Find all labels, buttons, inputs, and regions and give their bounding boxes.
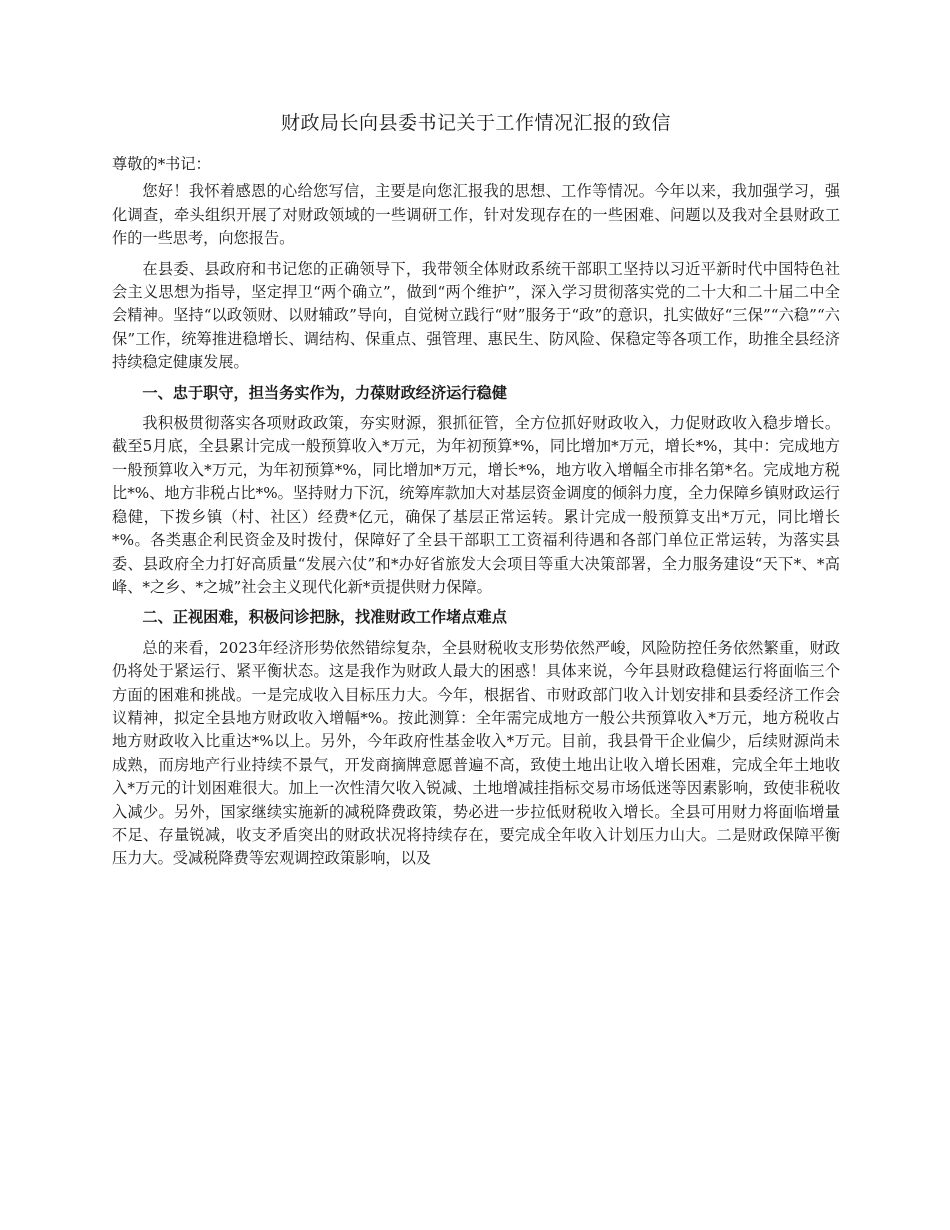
section-heading-2: 二、正视困难，积极问诊把脉，找准财政工作堵点难点: [142, 608, 507, 627]
salutation: 尊敬的*书记：: [112, 155, 211, 173]
paragraph-section-2: 总的来看，2023年经济形势依然错综复杂，全县财税收支形势依然严峻，风险防控任务依然繁重，财政仍将处于紧运行、紧平衡状态。这是我作为财政人最大的困惑！具体来说，今年县财政稳健运行将面临三个方面的困难和挑战。一是完成收入目标压力大。今年，根据省、市财政部门收入计划安排和县委经济工作会议精神，拟定全县地方财政收入增幅*%。按此测算：全年需完成地方一般公共预算收入*万元，地方税收占地方财政收入比重达*%以上。另外，今年政府性基金收入*万元。目前，我县骨干企业偏少，后续财源尚未成熟，而房地产行业持续不景气，开发商摘牌意愿普遍不高，致使土地出让收入增长困难，完成全年土地收入*万元的计划困难很大。加上一次性清欠收入锐减、土地增减挂指标交易市场低迷等因素影响，致使非税收入减少。另外，国家继续实施新的减税降费政策，势必进一步拉低财税收入增长。全县可用财力将面临增量不足、存量锐减，收支矛盾突出的财政状况将持续存在，要完成全年收入计划压力山大。二是财政保障平衡压力大。受减税降费等宏观调控政策影响，以及: [112, 638, 840, 868]
paragraph-section-1: 我积极贯彻落实各项财政政策，夯实财源，狠抓征管，全方位抓好财政收入，力促财政收入稳步增长。截至5月底，全县累计完成一般预算收入*万元，为年初预算*%，同比增加*万元，增长*%，其中：完成地方一般预算收入*万元，为年初预算*%，同比增加*万元，增长*%，地方收入增幅全市排名第*名。完成地方税比*%、地方非税占比*%。坚持财力下沉，统筹库款加大对基层资金调度的倾斜力度，全力保障乡镇财政运行稳健，下拨乡镇（村、社区）经费*亿元，确保了基层正常运转。累计完成一般预算支出*万元，同比增长*%。各类惠企利民资金及时拨付，保障好了全县干部职工工资福利待遇和各部门单位正常运转，为落实县委、县政府全力打好高质量“发展六仗”和*办好省旅发大会项目等重大决策部署，全力服务建设“天下*、*高峰、*之乡、*之城”社会主义现代化新*贡提供财力保障。: [112, 414, 840, 596]
document-page: [112, 108, 840, 878]
paragraph-leadership: 在县委、县政府和书记您的正确领导下，我带领全体财政系统干部职工坚持以习近平新时代中国特色社会主义思想为指导，坚定捍卫“两个确立”，做到“两个维护”，深入学习贯彻落实党的二十大和二十届二中全会精神。坚持“以政领财、以财辅政”导向，自觉树立践行“财”服务于“政”的意识，扎实做好“三保”“六稳”“六保”工作，统筹推进稳增长、调结构、保重点、强管理、惠民生、防风险、保稳定等各项工作，助推全县经济持续稳定健康发展。: [112, 259, 840, 372]
section-heading-1: 一、忠于职守，担当务实作为，力葆财政经济运行稳健: [142, 383, 507, 402]
document-title: 财政局长向县委书记关于工作情况汇报的致信: [280, 112, 671, 134]
paragraph-greeting: 您好！我怀着感恩的心给您写信，主要是向您汇报我的思想、工作等情况。今年以来，我加强学习，强化调查，牵头组织开展了对财政领域的一些调研工作，针对发现存在的一些困难、问题以及我对全县财政工作的一些思考，向您报告。: [112, 182, 840, 248]
